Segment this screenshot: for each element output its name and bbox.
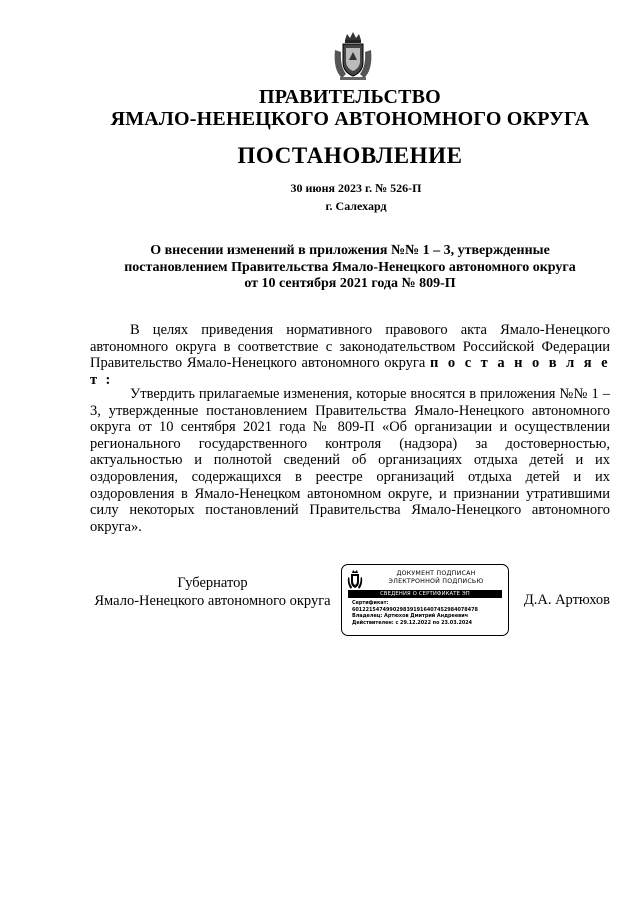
signer-name: Д.А. Артюхов bbox=[523, 592, 610, 608]
document-date-number: 30 июня 2023 г. № 526-П bbox=[290, 181, 422, 195]
subject-line: постановлением Правительства Ямало-Ненецкого автономного округа bbox=[124, 259, 576, 275]
stamp-certificate-bar: СВЕДЕНИЯ О СЕРТИФИКАТЕ ЭП bbox=[348, 590, 502, 598]
stamp-heading-line: ДОКУМЕНТ ПОДПИСАН bbox=[396, 570, 476, 577]
stamp-details bbox=[352, 600, 508, 626]
government-region: ЯМАЛО-НЕНЕЦКОГО АВТОНОМНОГО ОКРУГА bbox=[110, 108, 590, 130]
signer-organization: Ямало-Ненецкого автономного округа bbox=[94, 593, 331, 609]
preamble-paragraph bbox=[90, 322, 610, 388]
stamp-heading-line: ЭЛЕКТРОННОЙ ПОДПИСЬЮ bbox=[388, 577, 484, 585]
stamp-cert-value: 6012215474990298391916407452984078478 bbox=[352, 606, 478, 613]
document-subject bbox=[90, 243, 610, 293]
resolves-word: п о с т а н о в л я е т : bbox=[90, 355, 610, 388]
signer-position: Губернатор bbox=[177, 575, 248, 591]
electronic-signature-stamp bbox=[341, 564, 509, 636]
stamp-owner: Владелец: Артюхов Дмитрий Андреевич bbox=[352, 613, 469, 620]
stamp-heading bbox=[366, 570, 506, 585]
document-type: ПОСТАНОВЛЕНИЕ bbox=[237, 143, 463, 168]
preamble-text: В целях приведения нормативного правового акта Ямало-Ненецкого автономного округа в соответствие с законодательством Российской Федерации Правительство Ямало-Ненецкого автономного округа bbox=[90, 322, 610, 372]
document-city: г. Салехард bbox=[325, 199, 387, 213]
stamp-emblem-icon bbox=[347, 570, 363, 590]
subject-line: от 10 сентября 2021 года № 809-П bbox=[244, 276, 456, 291]
stamp-validity: Действителен: с 29.12.2022 по 23.03.2024 bbox=[352, 619, 473, 626]
resolution-paragraph: Утвердить прилагаемые изменения, которые вносятся в приложения №№ 1 – 3, утвержденные постановлением Правительства Ямало-Ненецкого автономного округа от 10 сентября 2021 года № 809-П «Об организации и осуществлении регионального государственного контроля (надзора) за достоверностью, актуальностью и полнотой сведений об организациях отдыха детей и их оздоровления, содержащихся в реестре организаций отдыха детей и их оздоровления в Ямало-Ненецком автономном округе, и признании утратившими силу некоторых постановлений Правительства Ямало-Ненецкого автономного округа». bbox=[90, 386, 610, 535]
government-title: ПРАВИТЕЛЬСТВО bbox=[259, 86, 441, 108]
subject-line: О внесении изменений в приложения №№ 1 – 3, утвержденные bbox=[150, 243, 550, 258]
stamp-cert-label: Сертификат: bbox=[352, 600, 389, 606]
coat-of-arms-icon bbox=[332, 30, 374, 82]
